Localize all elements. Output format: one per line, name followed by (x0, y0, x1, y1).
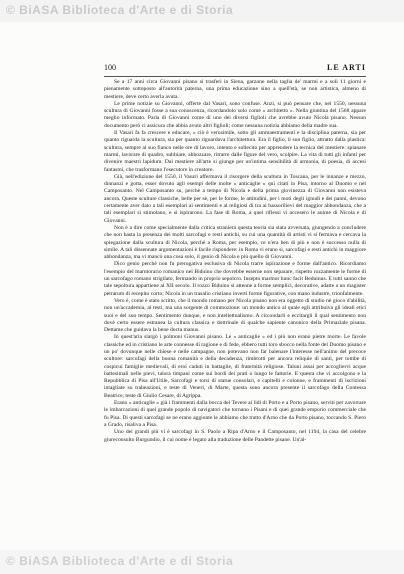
watermark-text-top: © BiASA Biblioteca d'Arte e di Storia (6, 3, 234, 17)
body-text (104, 79, 366, 550)
running-title: LE ARTI (327, 63, 366, 72)
paragraph: Vero è, come è stato scritto, che il mondo romano per Nicola pisano non era oggetto di studio nè gioco d'abilità, non un'accademia, ai testi, ma una sorgente di commozione: un mondo antico al quale egli attribuiva gli ideali etici suoi e del suo tempo. Sentimento dunque, e non intellettualismo. A circondarli e eccitargli il qual sentimento non dovè certo essere estranea la cultura classica e dottrinale di qualche sapiente canonico della Primaziale pisana. Dettame che guidava la bene docta manus. (104, 297, 366, 334)
page-number: 100 (104, 63, 116, 72)
running-header (104, 63, 366, 75)
paragraph: Uno dei grandi più vi è sarcofagi in S. Paolo a Ripa d'Arno e il Camposanto, nel 1194, la casa del celebre giureconsulto Burgundio, il cui nome è legato alla traduzione delle Pandette pisane. Un'al- (104, 429, 366, 443)
paragraph: Non è a dire come specialmente dalla critica straniera questa teoria sia stata avversata, giungendo a concludere che non basta la presenza dei molti sarcofagi e resti antichi, su cui una quantità di artisti vi si fermava e cercava la spiegazione dalla scultura di Nicola, perchè a Roma, per esempio, ce n'era ben di più e non è successo nulla di simile. A tali dissennate argomentazioni è facile rispondere: in Roma vi erano sì, sarcofagi e resti antichi in maggiore abbondanza, ma vi mancò una cosa solo, il genio di Nicola e più quello di Giovanni. (104, 224, 366, 261)
paragraph: Dico genio perchè non fu prerogativa esclusiva di Nicola trarre ispirazione e forme dall'antico. Ricordiamo l'esempio del marmorario romanico nel Biduino che dovrebbe esserne non separare, rispetto rozzamente le forme di un sarcofago romano strigilato, fermando in proprio sepolcro. Insepto marmor hunc facit Beduinus. E tutti sanno che tale sepoltura appartiene al XII secolo. Il rozzo Biduino si attenne a forme semplici, decorative, adatte a un magister petrarum di recepito corto; Nicola in un trasalio cristiano invertì forme figurative, con mano industre, trionfalmente. (104, 261, 366, 297)
watermark-strip-top (0, 0, 404, 22)
paragraph: Erano « anticaglie » già i frammenti dalla bocca del Tevere ai lidi di Porto e a Porto pisano, serviti per zavorrare le imbarcazioni di quel grande popolo di navigatori che tornano i Pisani e di quei grande emporio commerciale che fu Pisa. Di questi sarcofagi se ne erano aggiunte le abbiamo che tratto d'Arno che da Porto pisano, toccando S. Piero a Grado, risaliva a Pisa. (104, 400, 366, 428)
watermark-strip-bottom (0, 550, 404, 574)
paragraph: Il Vasari fa fa crescere e educare, « ciò è verosimile, sotto gli ammaestramenti e la disciplina paterna, sia per quanto riguarda la scultura, sia per quanto riguardava l'architettura. Era il figlio, il suo figlio, attratto dalla plastica: scultura, sempre al suo fianco nelle ore di lavoro, intento e sollecito per apprendere la tecnica del mestiere: spianare marmi, lavorare di quadro, subbiare, abbozzare, ritrarre dalle figure del vero, scolpire. La vita di tutti gli infanti per divenire maestri lapidum. Dal mestiere all'arte si giunge per un'intima sensibilità di armonia, di poesia, di accesi fantasmi, che trasformano l'esecutore in creatore. (104, 130, 366, 173)
paragraph: Le prime notizie su Giovanni, offerte dal Vasari, sono confuse. Anzi, si può pensare che, nel 1550, nessuna scultura di Giovanni fosse a sua conoscenza, ricordandolo solo come « architetto ». Nella giuntina del 1568 appare meglio informato. Parla di Giovanni come di uno dei diversi figlioli che avrebbe avuto Nicola pisano. Nessun documento però ci assicura che abbia avuto altri figlioli; come nessuna notizia abbiamo della madre sua. (104, 100, 366, 129)
watermark-text-bottom: © BiASA Biblioteca d'Arte e di Storia (6, 554, 234, 568)
scanned-page (0, 22, 404, 550)
header-rule (104, 76, 366, 77)
paragraph: In quest'aria slargò i polmoni Giovanni pisano. Le « anticaglie » ed i più non erano pietre morte. Le favole classiche ed in cristiano le arte connesse di ragione e di fede, ebbero tutti toro sbocco nella fonte del Duomo pisano e un po' dovunque nelle chiese e nelle campagne, non potevano non far balenare l'interesse nell'animo del precoce scultore: sarcofagi della buona romanità e della decadenza, rimbrotti per ancora reliquie di santi, per tombe di cospicui famiglie medievali, di eroi caduti in battaglie, di fraternità religiose. Taluni assai per accogliervi acque battesimali nelle pievi, talora timpani come sui bordi dei prati o lungo le fattorie. E questa che vi accolgono e la Repubblica di Pisa all'Utile, Sarcofagi e torsi di statue consolari, e capitelli e colonne, e frammenti di iscrizioni intagliate su trabeazioni, e teste di Veneri, di Marte, questa sono ancora presente il sarcofago della Contessa Beatrice, teste di Giulio Cesare, di Agrippa. (104, 334, 366, 399)
paragraph: Già, nell'edizione del 1550, il Vasari affermava il risorgere della scultura in Toscana, per le innanze e mezzo, dinnanzi e gotta, esser dovuto agli esempi delle molte « anticaglie » qui citati in Pisa, intorno al Duomo e nel Camposanto. Nel Camposanto su, perchè a tempo di Nicola e della prima giovinezza di Giovanni non esisteva ancora. Queste sculture classiche, belle per sè, per le forme, le attitudini, per i moti degli ignudi e dei panni, devono certamente aver dato a tali esemplari ai sentimenti e al religiosi di tra ai bassorilievi del maggior abbondanza, che a tali esemplari sì stimolano, e sì ispirarono. La fase di Roma, a quei riflessi vi accesero le anime di Nicola e di Giovanni. (104, 173, 366, 224)
paragraph: Se a 17 anni circa Giovanni pisano si trasferì in Siena, garzone nella taglia de' marmi e a soli 11 giorni e pienamente sottoposto all'autorità paterna, una prima educazione sino a quell'età, se non artistica, almeno di mestiere, deve certo averla avuta. (104, 79, 366, 100)
